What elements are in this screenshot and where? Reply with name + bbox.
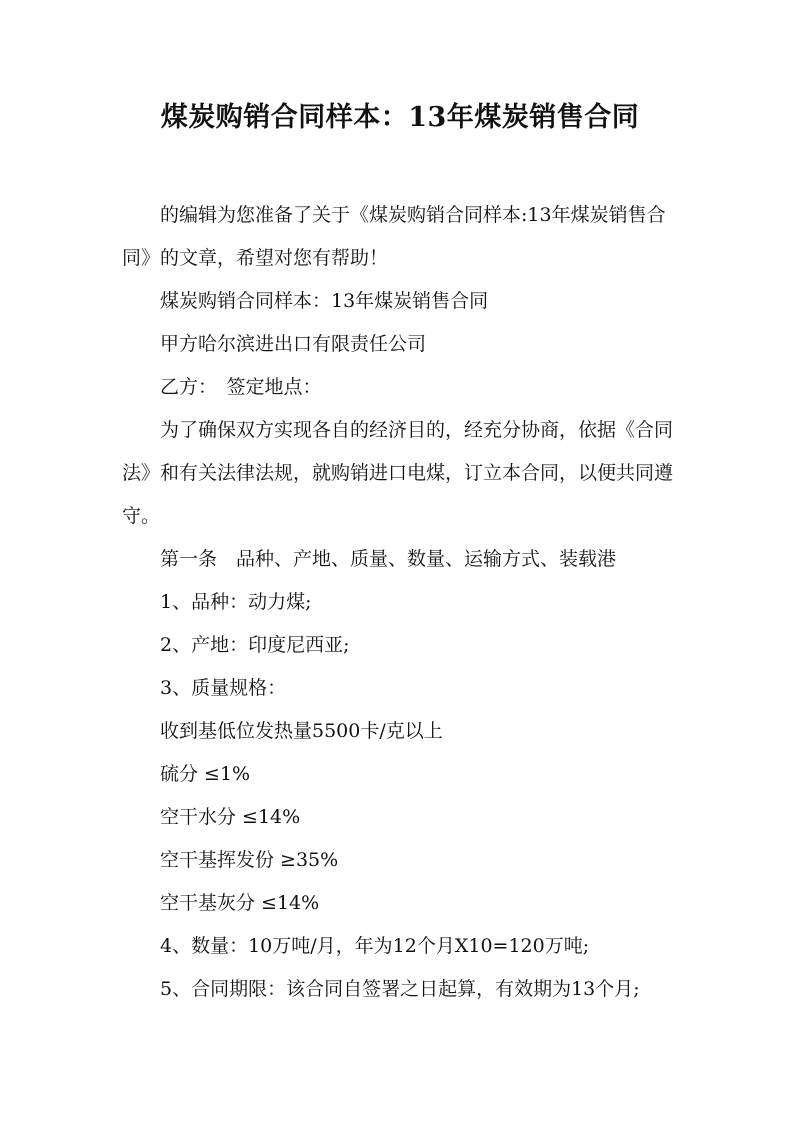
spec-calorific-value: 收到基低位发热量5500卡/克以上 bbox=[160, 720, 443, 742]
spec-ash: 空干基灰分 ≤14% bbox=[160, 892, 320, 914]
contract-heading: 煤炭购销合同样本：13年煤炭销售合同 bbox=[160, 290, 489, 312]
item-variety: 1、品种：动力煤; bbox=[160, 591, 312, 613]
spec-moisture: 空干水分 ≤14% bbox=[160, 806, 301, 828]
item-origin: 2、产地：印度尼西亚; bbox=[160, 634, 350, 656]
document-body bbox=[122, 194, 682, 1011]
purpose-paragraph: 为了确保双方实现各自的经济目的，经充分协商，依据《合同法》和有关法律法规，就购销进口电煤，订立本合同，以便共同遵守。 bbox=[122, 419, 674, 527]
item-quantity: 4、数量：10万吨/月，年为12个月X10=120万吨; bbox=[160, 935, 590, 957]
document-title: 煤炭购销合同样本：13年煤炭销售合同 bbox=[160, 102, 640, 133]
party-a: 甲方哈尔滨进出口有限责任公司 bbox=[160, 333, 427, 355]
intro-paragraph: 的编辑为您准备了关于《煤炭购销合同样本:13年煤炭销售合同》的文章，希望对您有帮助！ bbox=[122, 204, 666, 269]
party-b-and-location: 乙方： 签定地点： bbox=[160, 376, 322, 398]
item-quality-spec: 3、质量规格： bbox=[160, 677, 287, 699]
spec-sulfur: 硫分 ≤1% bbox=[160, 763, 251, 785]
spec-volatile: 空干基挥发份 ≥35% bbox=[160, 849, 339, 871]
article-one-heading: 第一条 品种、产地、质量、数量、运输方式、装载港 bbox=[160, 548, 617, 570]
item-contract-term: 5、合同期限：该合同自签署之日起算，有效期为13个月; bbox=[160, 978, 640, 1000]
